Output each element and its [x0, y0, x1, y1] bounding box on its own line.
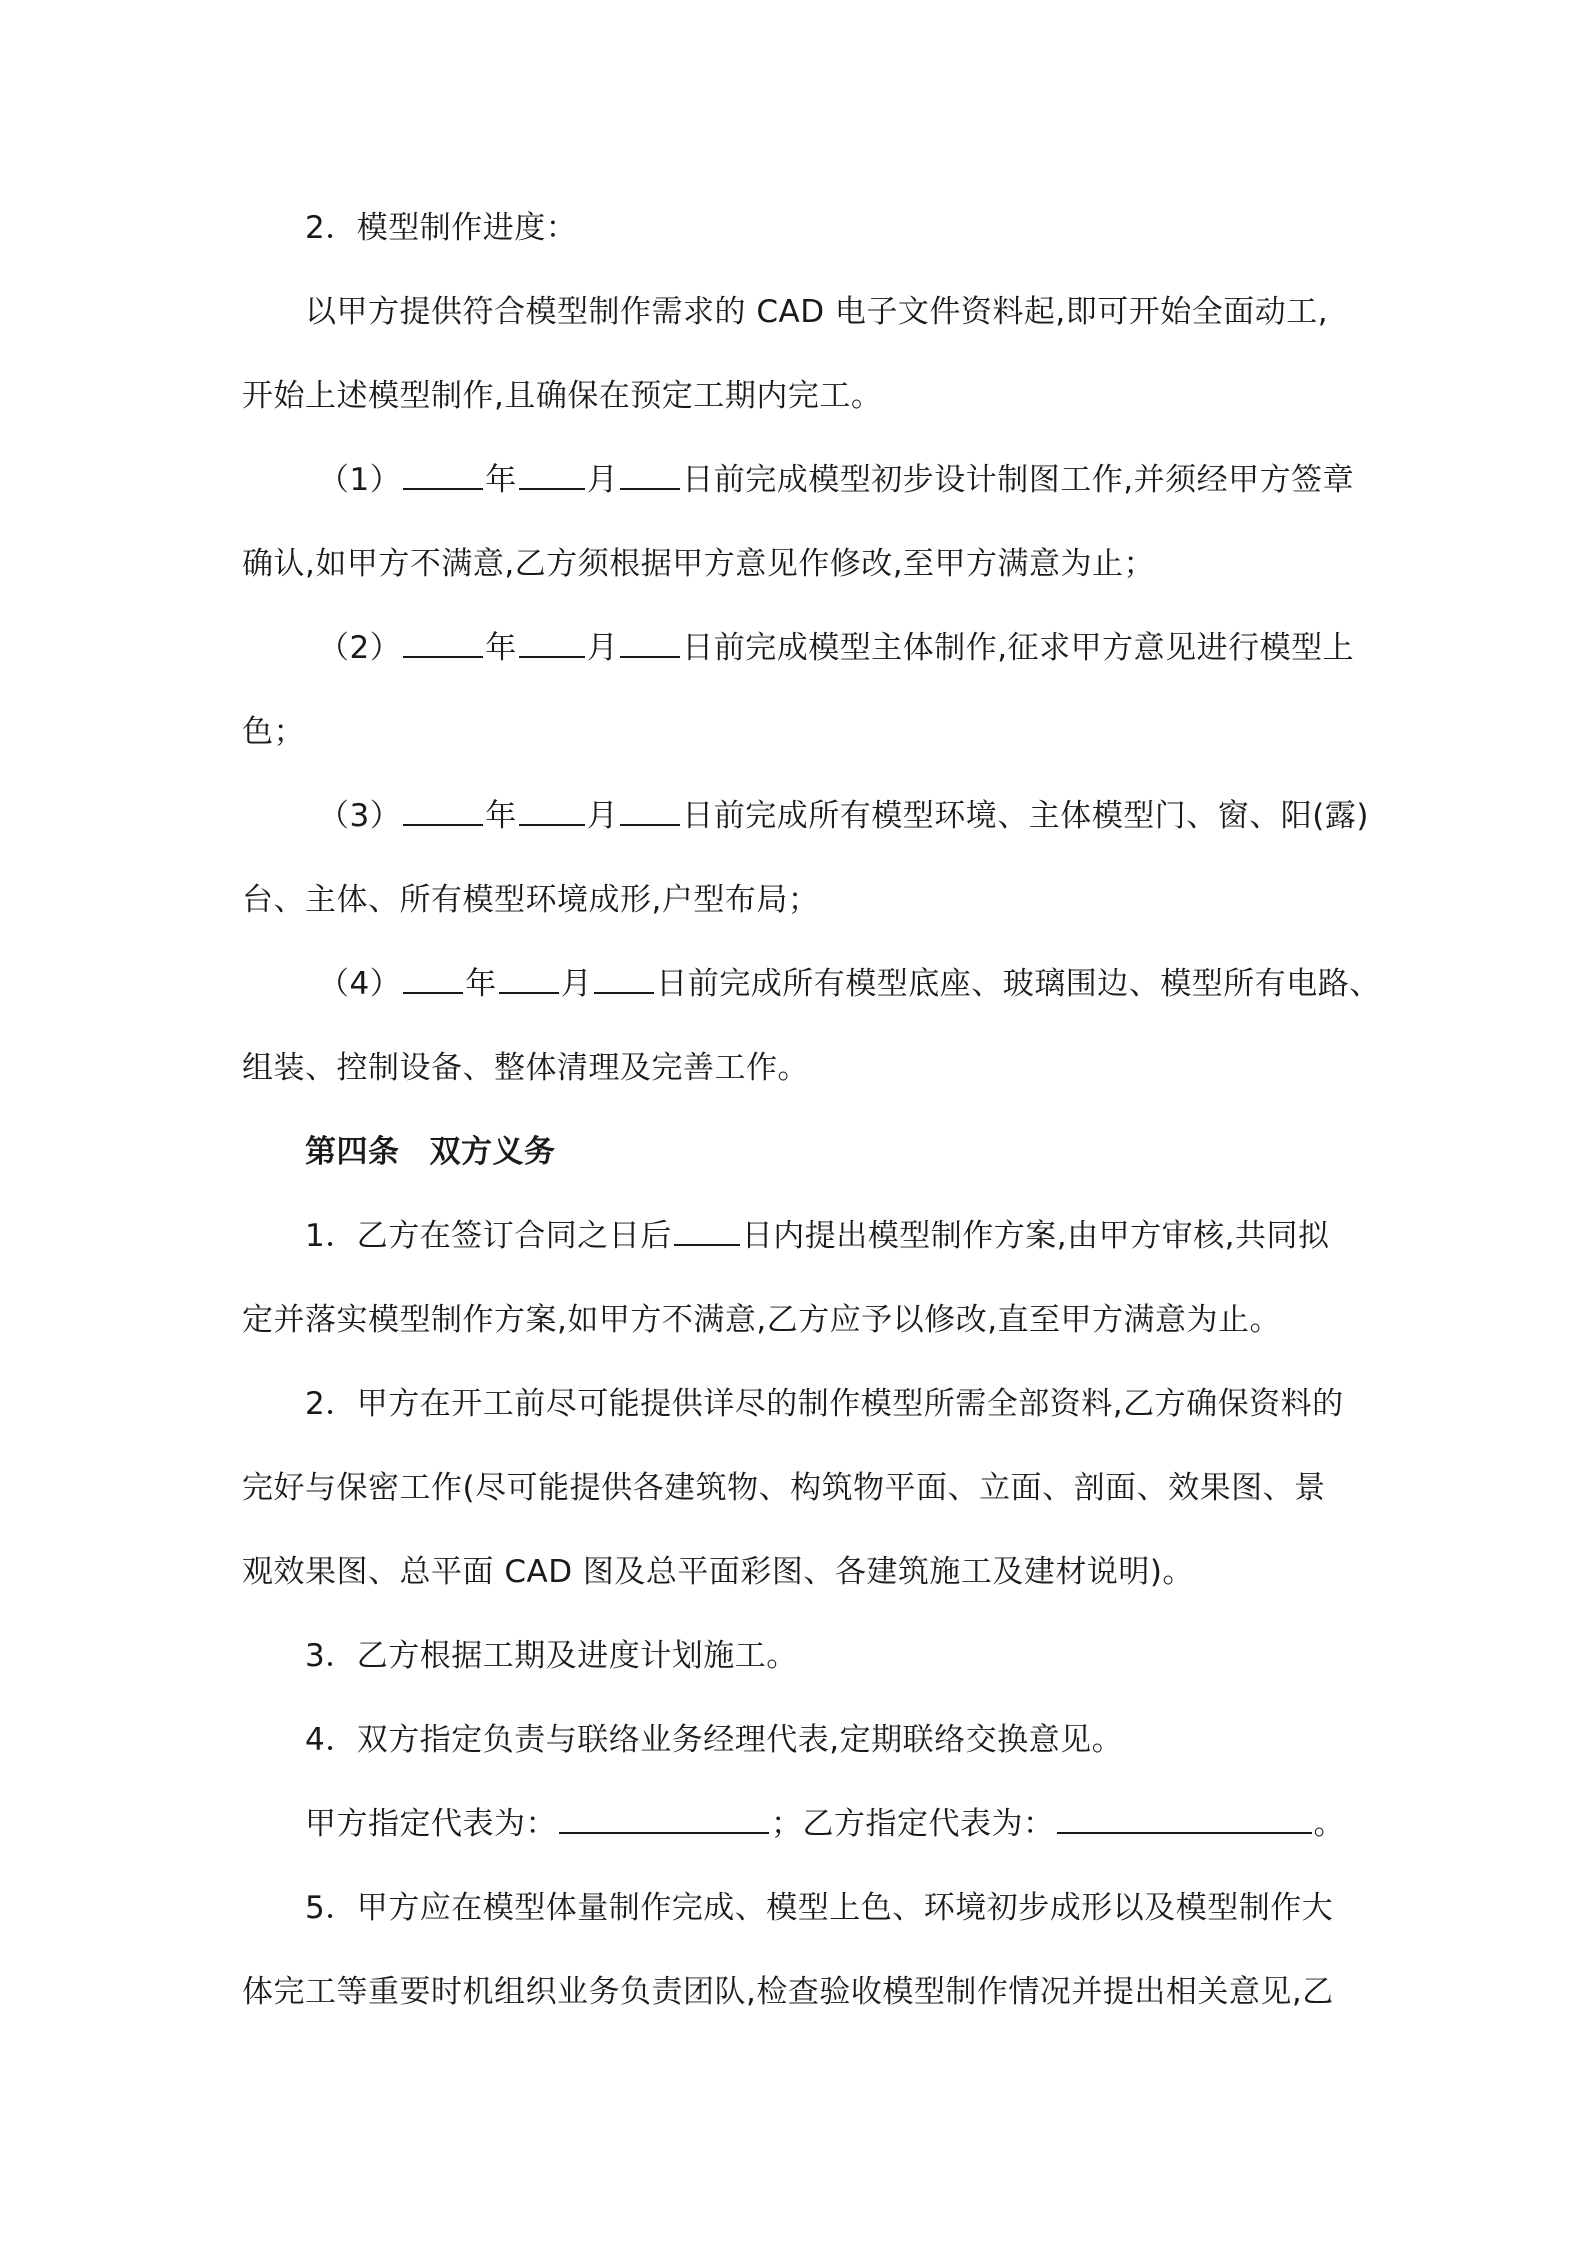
schedule-item-2: （2） 年 月 日前完成模型主体制作,征求甲方意见进行模型上 — [318, 626, 1354, 670]
day-blank — [620, 458, 680, 490]
days-blank — [674, 1214, 740, 1246]
representatives-line: 甲方指定代表为： ；乙方指定代表为： 。 — [305, 1802, 1345, 1846]
paragraph-line: 以甲方提供符合模型制作需求的 CAD 电子文件资料起,即可开始全面动工, — [305, 294, 1329, 330]
month-blank — [519, 458, 585, 490]
duty-2: 2．甲方在开工前尽可能提供详尽的制作模型所需全部资料,乙方确保资料的 — [305, 1386, 1344, 1422]
schedule-item-3-cont: 台、主体、所有模型环境成形,户型布局； — [242, 882, 820, 918]
paragraph-line: 定并落实模型制作方案,如甲方不满意,乙方应予以修改,直至甲方满意为止。 — [242, 1302, 1282, 1338]
day-blank — [620, 626, 680, 658]
day-blank — [594, 962, 654, 994]
year-blank — [403, 626, 483, 658]
month-blank — [519, 626, 585, 658]
schedule-item-2-cont: 色； — [242, 714, 305, 750]
paragraph-line: 体完工等重要时机组织业务负责团队,检查验收模型制作情况并提出相关意见,乙 — [242, 1974, 1334, 2010]
duty-1: 1．乙方在签订合同之日后 日内提出模型制作方案,由甲方审核,共同拟 — [305, 1214, 1329, 1258]
schedule-item-4: （4） 年 月 日前完成所有模型底座、玻璃围边、模型所有电路、 — [318, 962, 1381, 1006]
year-blank — [403, 962, 463, 994]
year-blank — [403, 458, 483, 490]
duty-3: 3．乙方根据工期及进度计划施工。 — [305, 1638, 798, 1674]
day-blank — [620, 794, 680, 826]
party-a-rep-blank — [559, 1802, 769, 1834]
schedule-item-4-cont: 组装、控制设备、整体清理及完善工作。 — [242, 1050, 809, 1086]
schedule-item-1: （1） 年 月 日前完成模型初步设计制图工作,并须经甲方签章 — [318, 458, 1354, 502]
paragraph-line: 观效果图、总平面 CAD 图及总平面彩图、各建筑施工及建材说明)。 — [242, 1554, 1195, 1590]
month-blank — [499, 962, 559, 994]
duty-4: 4．双方指定负责与联络业务经理代表,定期联络交换意见。 — [305, 1722, 1124, 1758]
year-blank — [403, 794, 483, 826]
party-b-rep-blank — [1057, 1802, 1312, 1834]
section-2-title: 2．模型制作进度： — [305, 210, 578, 246]
article-4-heading: 第四条 双方义务 — [305, 1134, 556, 1170]
month-blank — [519, 794, 585, 826]
schedule-item-1-cont: 确认,如甲方不满意,乙方须根据甲方意见作修改,至甲方满意为止； — [242, 546, 1156, 582]
duty-5: 5．甲方应在模型体量制作完成、模型上色、环境初步成形以及模型制作大 — [305, 1890, 1334, 1926]
schedule-item-3: （3） 年 月 日前完成所有模型环境、主体模型门、窗、阳(露) — [318, 794, 1369, 838]
paragraph-line: 完好与保密工作(尽可能提供各建筑物、构筑物平面、立面、剖面、效果图、景 — [242, 1470, 1326, 1506]
paragraph-line: 开始上述模型制作,且确保在预定工期内完工。 — [242, 378, 883, 414]
